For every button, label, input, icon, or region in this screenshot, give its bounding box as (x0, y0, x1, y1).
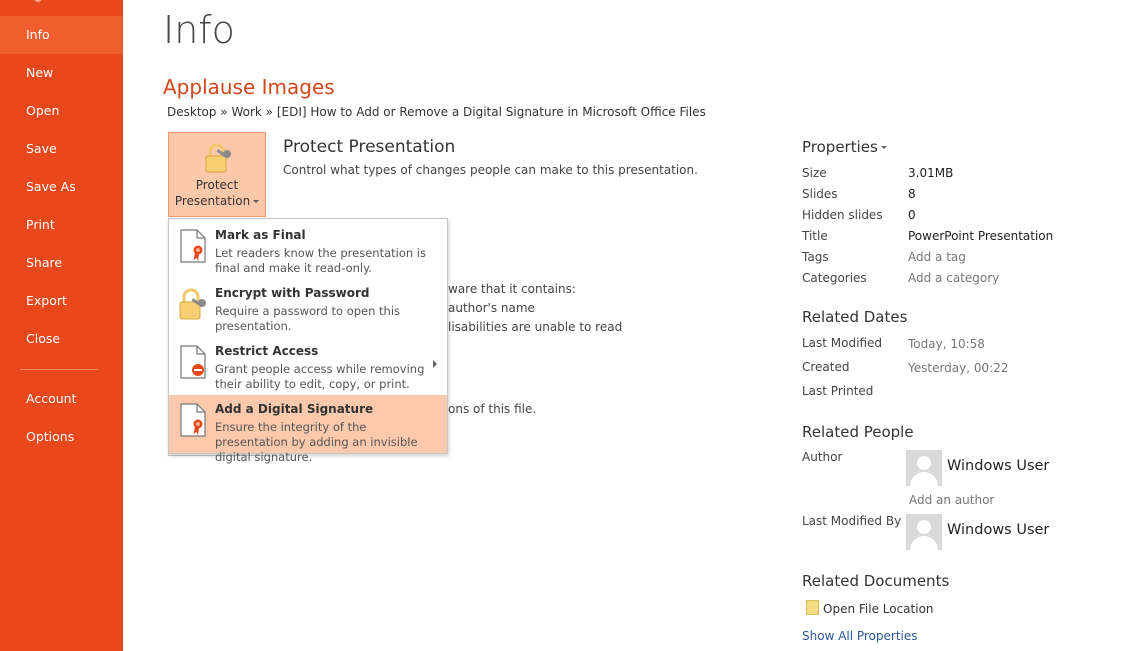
menu-item-mark-as-final[interactable] (169, 221, 447, 279)
menu-item-title: Restrict Access (215, 344, 319, 358)
sidebar-item-print[interactable]: Print (26, 217, 55, 232)
property-label-size: Size (802, 166, 827, 180)
inspect-text-fragment: ware that it contains: (448, 282, 576, 296)
property-label-title: Title (802, 229, 828, 243)
property-label-tags: Tags (802, 250, 829, 264)
inspect-text-fragment: author's name (448, 301, 535, 315)
date-value-created: Yesterday, 00:22 (908, 361, 1009, 375)
protect-dropdown-menu (168, 218, 448, 464)
lock-key-icon (178, 287, 208, 321)
property-label-categories: Categories (802, 271, 867, 285)
menu-item-title: Encrypt with Password (215, 286, 370, 300)
protect-presentation-button[interactable] (168, 132, 266, 217)
property-label-hidden-slides: Hidden slides (802, 208, 883, 222)
related-people-heading: Related People (802, 423, 914, 441)
menu-item-title: Mark as Final (215, 228, 306, 242)
people-label-author: Author (802, 450, 843, 464)
menu-item-title: Add a Digital Signature (215, 402, 374, 416)
chevron-down-icon (253, 200, 259, 203)
sidebar-item-share[interactable]: Share (26, 255, 63, 270)
add-author-field[interactable]: Add an author (909, 493, 995, 507)
backstage-sidebar (0, 0, 123, 651)
related-dates-heading: Related Dates (802, 308, 908, 326)
menu-item-restrict-access[interactable] (169, 337, 447, 395)
sidebar-item-options[interactable]: Options (26, 429, 75, 444)
sidebar-item-info[interactable]: Info (0, 16, 123, 54)
sidebar-item-save-as[interactable]: Save As (26, 179, 76, 194)
breadcrumb[interactable]: Desktop » Work » [EDI] How to Add or Remove a Digital Signature in Microsoft Office Files (167, 105, 706, 119)
related-documents-heading: Related Documents (802, 572, 950, 590)
menu-item-description: Grant people access while removing their ability to edit, copy, or print. (215, 362, 425, 391)
property-value-title[interactable]: PowerPoint Presentation (908, 229, 1054, 243)
chevron-down-icon (881, 146, 887, 149)
add-tag-field[interactable]: Add a tag (908, 250, 966, 264)
folder-icon (806, 600, 819, 615)
inspect-text-fragment: lisabilities are unable to read (448, 320, 623, 334)
sidebar-item-open[interactable]: Open (26, 103, 60, 118)
modified-by-name: Windows User (947, 522, 1050, 538)
menu-item-encrypt-with-password[interactable] (169, 279, 447, 337)
versions-text-fragment: ons of this file. (448, 402, 537, 416)
sidebar-item-export[interactable]: Export (26, 293, 67, 308)
property-value-hidden-slides: 0 (908, 208, 916, 222)
submenu-arrow-icon (433, 360, 437, 368)
document-signature-icon (178, 403, 208, 437)
people-label-last-modified-by: Last Modified By (802, 514, 902, 528)
open-file-location-link[interactable]: Open File Location (823, 602, 934, 616)
menu-item-add-digital-signature[interactable] (169, 395, 447, 464)
document-restrict-icon (178, 345, 208, 379)
sidebar-item-save[interactable]: Save (26, 141, 57, 156)
protect-button-label-line1: Protect (195, 178, 239, 192)
sidebar-item-new[interactable]: New (26, 65, 54, 80)
author-name: Windows User (947, 458, 1050, 474)
sidebar-item-account[interactable]: Account (26, 391, 77, 406)
properties-heading[interactable]: Properties (802, 138, 887, 156)
protect-section-description: Control what types of changes people can make to this presentation. (283, 163, 698, 177)
avatar (906, 514, 942, 550)
property-value-size: 3.01MB (908, 166, 954, 180)
date-label-created: Created (802, 360, 850, 374)
back-arrow-icon[interactable] (34, 0, 42, 2)
date-label-last-modified: Last Modified (802, 336, 883, 350)
menu-item-description: Require a password to open this presentation. (215, 304, 401, 333)
date-value-last-modified: Today, 10:58 (908, 337, 985, 351)
sidebar-item-close[interactable]: Close (26, 331, 61, 346)
property-label-slides: Slides (802, 187, 838, 201)
avatar (906, 450, 942, 486)
protect-section-title: Protect Presentation (283, 137, 456, 157)
document-ribbon-icon (178, 229, 208, 263)
date-label-last-printed: Last Printed (802, 384, 874, 398)
sidebar-divider (20, 369, 98, 370)
menu-item-description: Ensure the integrity of the presentation by adding an invisible digital signature. (215, 420, 418, 464)
property-value-slides: 8 (908, 187, 916, 201)
menu-item-description: Let readers know the presentation is final and make it read-only. (215, 246, 426, 275)
protect-button-label-line2: Presentation (169, 194, 265, 208)
add-category-field[interactable]: Add a category (908, 271, 1000, 285)
document-name: Applause Images (163, 75, 335, 99)
page-title: Info (163, 8, 235, 52)
lock-key-icon (203, 143, 233, 175)
show-all-properties-link[interactable]: Show All Properties (802, 629, 918, 643)
